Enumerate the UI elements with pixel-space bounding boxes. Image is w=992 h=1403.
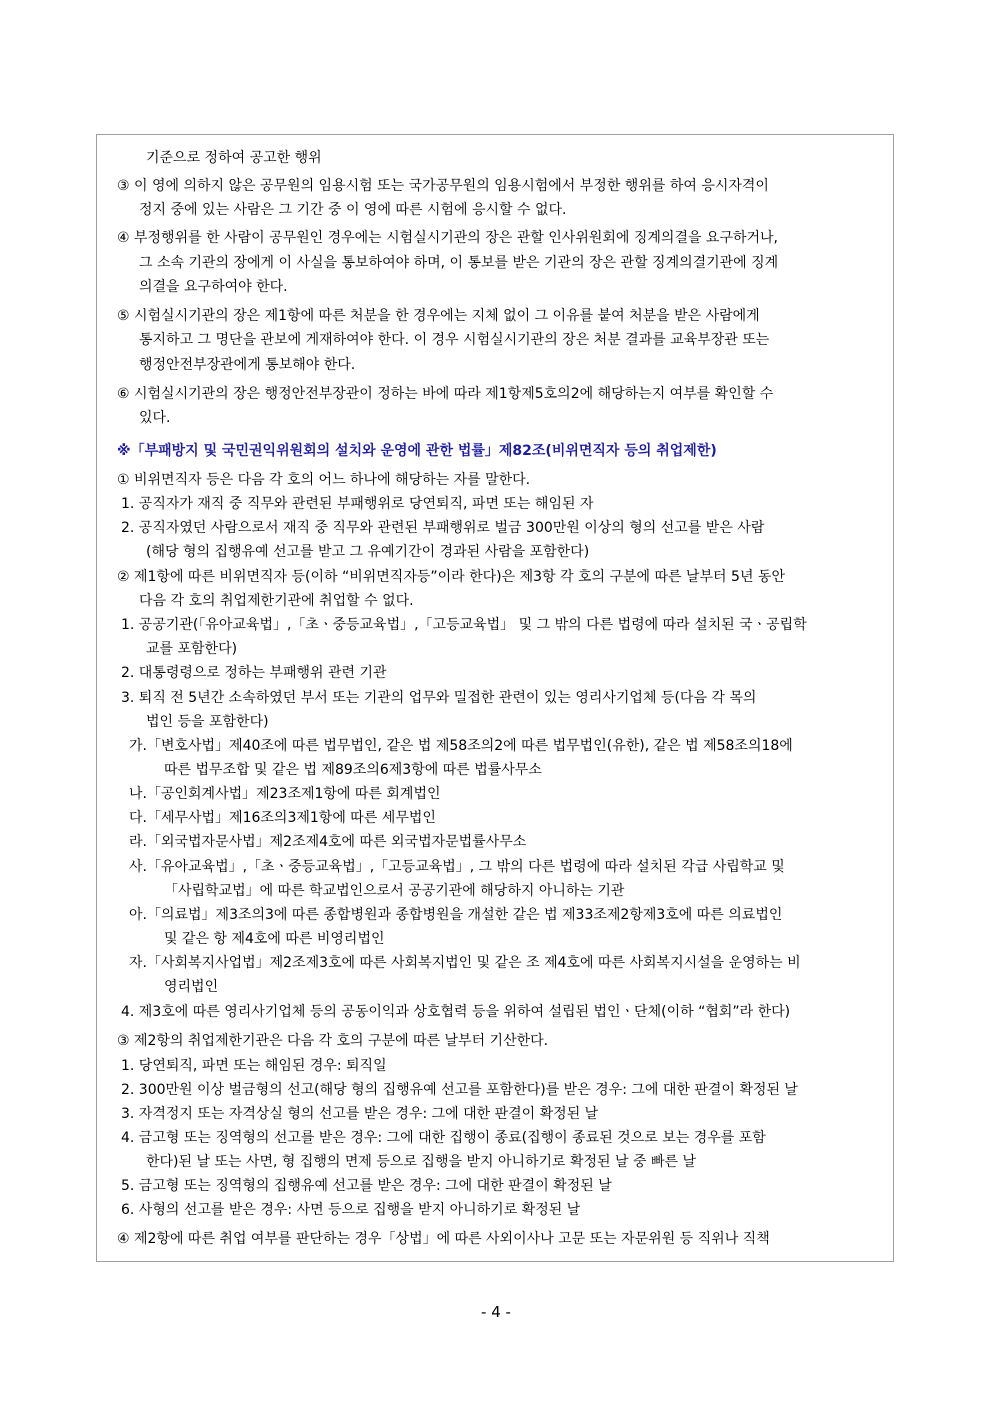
text-line: 따른 법무조합 및 같은 법 제89조의6제3항에 따른 법률사무소	[164, 762, 542, 778]
text-line: 및 같은 항 제4호에 따른 비영리법인	[164, 931, 385, 947]
section-heading: ※「부패방지 및 국민권익위원회의 설치와 운영에 관한 법률」제82조(비위면직자 등의 취업제한)	[117, 443, 717, 459]
text-line: 「사립학교법」에 따른 학교법인으로서 공공기관에 해당하지 아니하는 기관	[164, 883, 625, 899]
text-line: 1. 당연퇴직, 파면 또는 해임된 경우: 퇴직일	[121, 1058, 387, 1074]
text-line: 법인 등을 포함한다)	[146, 714, 269, 730]
text-line: 3. 자격정지 또는 자격상실 형의 선고를 받은 경우: 그에 대한 판결이 확정된 날	[121, 1106, 599, 1122]
text-line: ③ 제2항의 취업제한기관은 다음 각 호의 구분에 따른 날부터 기산한다.	[117, 1033, 549, 1049]
text-line: 4. 제3호에 따른 영리사기업체 등의 공동이익과 상호협력 등을 위하여 설립된 법인ㆍ단체(이하 “협회”라 한다)	[121, 1004, 791, 1020]
text-line: 행정안전부장관에게 통보해야 한다.	[139, 357, 356, 373]
text-line: 6. 사형의 선고를 받은 경우: 사면 등으로 집행을 받지 아니하기로 확정된 날	[121, 1202, 581, 1218]
text-line: 1. 공직자가 재직 중 직무와 관련된 부패행위로 당연퇴직, 파면 또는 해임된 자	[121, 496, 594, 512]
text-line: 한다)된 날 또는 사면, 형 집행의 면제 등으로 집행을 받지 아니하기로 확정된 날 중 빠른 날	[146, 1154, 697, 1170]
page-number: - 4 -	[481, 1303, 511, 1321]
text-line: 라.「외국법자문사법」제2조제4호에 따른 외국법자문법률사무소	[129, 834, 527, 850]
text-line: ④ 부정행위를 한 사람이 공무원인 경우에는 시험실시기관의 장은 관할 인사위원회에 징계의결을 요구하거나,	[117, 230, 779, 246]
text-line: 2. 공직자였던 사람으로서 재직 중 직무와 관련된 부패행위로 벌금 300만원 이상의 형의 선고를 받은 사람	[121, 520, 765, 536]
text-line: 나.「공인회계사법」제23조제1항에 따른 회계법인	[129, 786, 441, 802]
text-line: 2. 대통령령으로 정하는 부패행위 관련 기관	[121, 665, 387, 681]
text-line: 4. 금고형 또는 징역형의 선고를 받은 경우: 그에 대한 집행이 종료(집행이 종료된 것으로 보는 경우를 포함	[121, 1130, 766, 1146]
text-line: 교를 포함한다)	[146, 641, 238, 657]
text-line: (해당 형의 집행유예 선고를 받고 그 유예기간이 경과된 사람을 포함한다)	[146, 544, 590, 560]
text-line: ⑤ 시험실시기관의 장은 제1항에 따른 처분을 한 경우에는 지체 없이 그 이유를 붙여 처분을 받은 사람에게	[117, 308, 760, 324]
text-line: 기준으로 정하여 공고한 행위	[146, 150, 322, 166]
text-line: 그 소속 기관의 장에게 이 사실을 통보하여야 하며, 이 통보를 받은 기관의 장은 관할 징계의결기관에 징계	[139, 255, 779, 271]
text-line: 있다.	[139, 410, 171, 426]
text-line: 가.「변호사법」제40조에 따른 법무법인, 같은 법 제58조의2에 따른 법무법인(유한), 같은 법 제58조의18에	[129, 738, 793, 754]
text-line: 자.「사회복지사업법」제2조제3호에 따른 사회복지법인 및 같은 조 제4호에 따른 사회복지시설을 운영하는 비	[129, 955, 801, 971]
text-line: ① 비위면직자 등은 다음 각 호의 어느 하나에 해당하는 자를 말한다.	[117, 472, 531, 488]
text-line: 5. 금고형 또는 징역형의 집행유예 선고를 받은 경우: 그에 대한 판결이 확정된 날	[121, 1178, 612, 1194]
text-line: 의결을 요구하여야 한다.	[139, 279, 288, 295]
text-line: 사.「유아교육법」,「초ㆍ중등교육법」,「고등교육법」, 그 밖의 다른 법령에 따라 설치된 각급 사립학교 및	[129, 859, 785, 875]
text-line: 다음 각 호의 취업제한기관에 취업할 수 없다.	[139, 593, 414, 609]
text-line: 2. 300만원 이상 벌금형의 선고(해당 형의 집행유예 선고를 포함한다)를 받은 경우: 그에 대한 판결이 확정된 날	[121, 1082, 798, 1098]
text-line: ② 제1항에 따른 비위면직자 등(이하 “비위면직자등”이라 한다)은 제3항 각 호의 구분에 따른 날부터 5년 동안	[117, 569, 785, 585]
text-line: 3. 퇴직 전 5년간 소속하였던 부서 또는 기관의 업무와 밀접한 관련이 있는 영리사기업체 등(다음 각 목의	[121, 690, 757, 706]
text-line: 1. 공공기관(「유아교육법」,「초ㆍ중등교육법」,「고등교육법」 및 그 밖의 다른 법령에 따라 설치된 국ㆍ공립학	[121, 617, 807, 633]
text-line: ④ 제2항에 따른 취업 여부를 판단하는 경우「상법」에 따른 사외이사나 고문 또는 자문위원 등 직위나 직책	[117, 1231, 770, 1247]
text-line: ③ 이 영에 의하지 않은 공무원의 임용시험 또는 국가공무원의 임용시험에서 부정한 행위를 하여 응시자격이	[117, 178, 769, 194]
text-line: 통지하고 그 명단을 관보에 게재하여야 한다. 이 경우 시험실시기관의 장은 처분 결과를 교육부장관 또는	[139, 332, 770, 348]
text-line: 다.「세무사법」제16조의3제1항에 따른 세무법인	[129, 810, 436, 826]
text-line: 영리법인	[164, 979, 219, 995]
text-line: 정지 중에 있는 사람은 그 기간 중 이 영에 따른 시험에 응시할 수 없다.	[139, 202, 567, 218]
text-line: ⑥ 시험실시기관의 장은 행정안전부장관이 정하는 바에 따라 제1항제5호의2에 해당하는지 여부를 확인할 수	[117, 386, 774, 402]
text-line: 아.「의료법」제3조의3에 따른 종합병원과 종합병원을 개설한 같은 법 제33조제2항제3호에 따른 의료법인	[129, 907, 783, 923]
